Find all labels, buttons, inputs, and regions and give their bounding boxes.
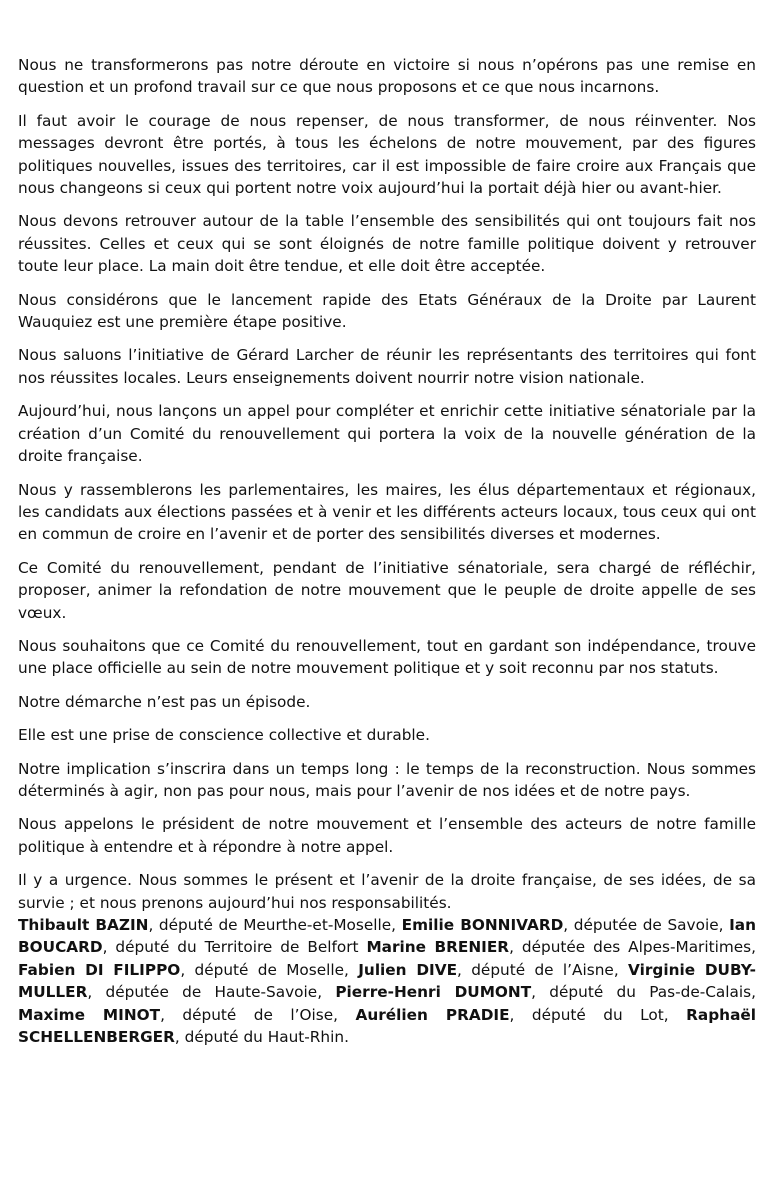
signatory-name: Ian BOUCARD: [18, 916, 756, 957]
paragraph-10: Notre démarche n’est pas un épisode.: [18, 692, 311, 711]
paragraph-9: Nous souhaitons que ce Comité du renouvellement, tout en gardant son indépendance, trouve une place officielle au sein de notre mouvement politique et y soit reconnu par nos statuts.: [18, 636, 756, 678]
document-body: [18, 54, 756, 1048]
signatory-role: , député de l’Aisne,: [457, 960, 629, 979]
signatory-name: Aurélien PRADIE: [355, 1005, 510, 1024]
paragraph-13: Nous appelons le président de notre mouvement et l’ensemble des acteurs de notre famille politique à entendre et à répondre à notre appel.: [18, 815, 756, 856]
signatory-name: Julien DIVE: [358, 960, 458, 979]
paragraph-1: Nous ne transformerons pas notre déroute en victoire si nous n’opérons pas une remise en question et un profond travail sur ce que nous proposons et ce que nous incarnons.: [18, 56, 756, 97]
paragraph-7: Nous y rassemblerons les parlementaires, les maires, les élus départementaux et régionaux, les candidats aux élections passées et à venir et les différents acteurs locaux, tous ceux qui ont en commun de croire en l’avenir et de porter des sensibilités diverses et modernes.: [18, 480, 756, 544]
signatories-list: [18, 914, 756, 1048]
signatory-name: Fabien DI FILIPPO: [18, 960, 181, 979]
paragraph-3: Nous devons retrouver autour de la table l’ensemble des sensibilités qui ont toujours fait nos réussites. Celles et ceux qui se sont éloignés de notre famille politique doivent y retrouver toute leur place. La main doit être tendue, et elle doit être acceptée.: [18, 212, 756, 276]
signatory-name: Raphaël SCHELLENBERGER: [18, 1005, 757, 1047]
signatory-role: , député du Haut-Rhin.: [174, 1028, 349, 1047]
signatory-role: , député de l’Oise,: [160, 1005, 356, 1024]
signatory-role: , député de Meurthe-et-Moselle,: [148, 916, 402, 934]
signatory-role: , députée des Alpes-Maritimes,: [509, 938, 756, 957]
signatory-name: Emilie BONNIVARD: [401, 916, 564, 934]
paragraph-2: Il faut avoir le courage de nous repenser, de nous transformer, de nous réinventer. Nos messages devront être portés, à tous les échelons de notre mouvement, par des figures politiques nouvelles, issues des territoires, car il est impossible de faire croire aux Français que nous changeons si ceux qui portent notre voix aujourd’hui la portait déjà hier ou avant-hier.: [18, 111, 756, 198]
paragraph-6: Aujourd’hui, nous lançons un appel pour compléter et enrichir cette initiative sénatoriale par la création d’un Comité du renouvellement qui portera la voix de la nouvelle génération de la droite française.: [18, 402, 756, 466]
signatory-role: , députée de Savoie,: [563, 916, 730, 934]
signatory-role: , député de Moselle,: [180, 960, 359, 979]
signatory-role: , député du Territoire de Belfort: [102, 938, 367, 957]
signatory-name: Pierre-Henri DUMONT: [335, 983, 532, 1002]
signatory-name: Maxime MINOT: [18, 1005, 161, 1024]
paragraph-5: Nous saluons l’initiative de Gérard Larcher de réunir les représentants des territoires qui font nos réussites locales. Leurs enseignements doivent nourrir notre vision nationale.: [18, 346, 756, 387]
signatory-role: , député du Pas-de-Calais,: [531, 983, 757, 1002]
paragraph-8: Ce Comité du renouvellement, pendant de l’initiative sénatoriale, sera chargé de réfléchir, proposer, animer la refondation de notre mouvement que le peuple de droite appelle de ses vœux.: [18, 558, 756, 622]
signatory-name: Thibault BAZIN: [18, 916, 149, 934]
signatory-name: Virginie DUBY-MULLER: [18, 960, 756, 1002]
paragraph-14: Il y a urgence. Nous sommes le présent et l’avenir de la droite française, de ses idées, de sa survie ; et nous prenons aujourd’hui nos responsabilités.: [18, 871, 756, 912]
signatory-name: Marine BRENIER: [366, 938, 510, 957]
paragraph-11: Elle est une prise de conscience collective et durable.: [18, 726, 430, 745]
paragraph-12: Notre implication s’inscrira dans un temps long : le temps de la reconstruction. Nous sommes déterminés à agir, non pas pour nous, mais pour l’avenir de nos idées et de notre pays.: [18, 759, 756, 800]
paragraph-4: Nous considérons que le lancement rapide des Etats Généraux de la Droite par Laurent Wauquiez est une première étape positive.: [18, 290, 756, 332]
signatory-role: , député du Lot,: [509, 1005, 687, 1024]
signatory-role: , députée de Haute-Savoie,: [87, 983, 336, 1002]
